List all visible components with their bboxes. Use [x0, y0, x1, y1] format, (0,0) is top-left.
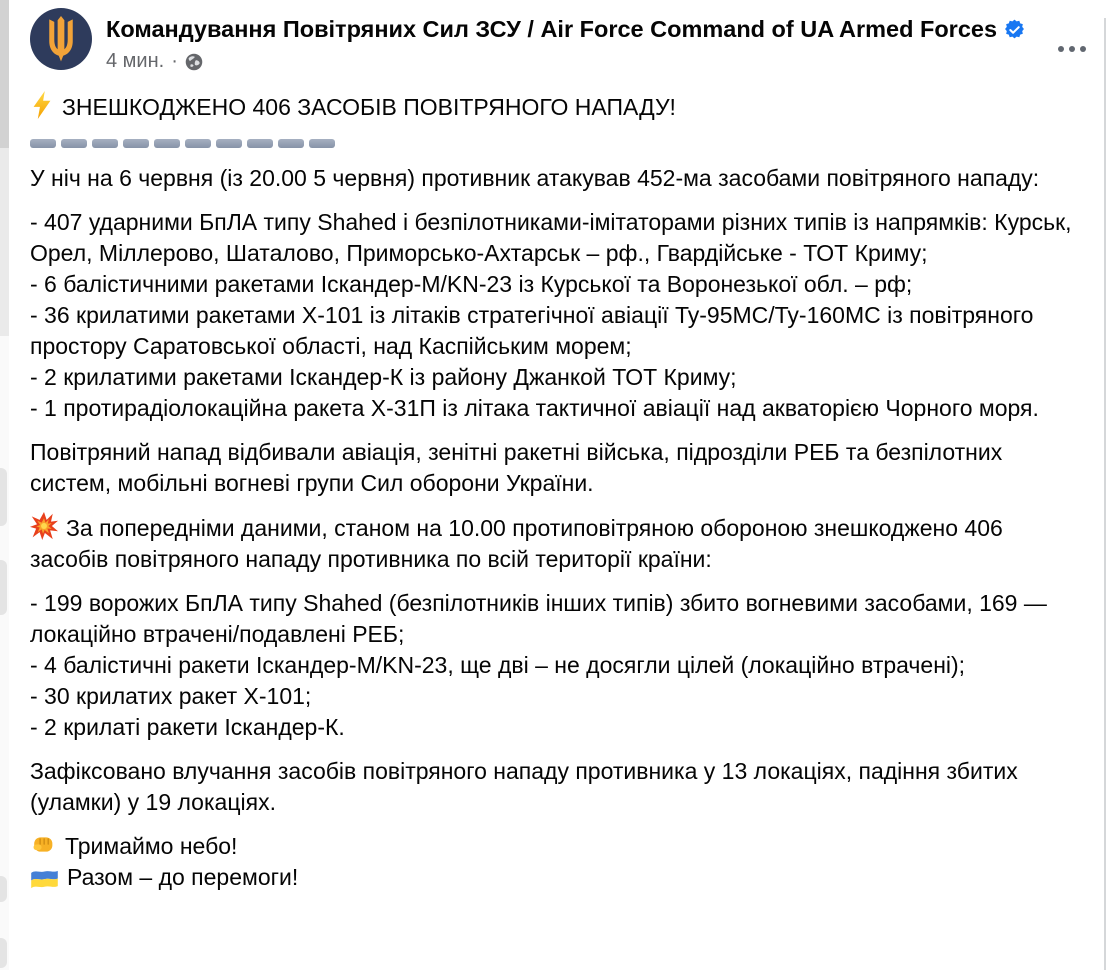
minus-dash-icon	[278, 139, 304, 148]
page-name-link[interactable]: Командування Повітряних Сил ЗСУ / Air Force Command of UA Armed Forces	[106, 16, 998, 42]
list-item: - 30 крилатих ракет Х-101;	[30, 683, 312, 709]
list-item: - 4 балістичні ракети Іскандер-М/KN-23, ще дві – не досягли цілей (локаційно втрачені);	[30, 652, 966, 678]
headline-text: ЗНЕШКОДЖЕНО 406 ЗАСОБІВ ПОВІТРЯНОГО НАПАДУ!	[62, 94, 676, 120]
lightning-icon	[30, 91, 54, 119]
list-item: - 199 ворожих БпЛА типу Shahed (безпілотників інших типів) збито вогневими засобами, 169 — локаційно втрачені/подавлені РЕБ;	[30, 590, 1047, 647]
minus-dash-icon	[216, 139, 242, 148]
window-border	[1104, 18, 1106, 970]
closing-text: Тримаймо небо!	[65, 833, 238, 859]
facebook-post	[30, 8, 1082, 893]
minus-dash-icon	[185, 139, 211, 148]
minus-dash-icon	[30, 139, 56, 148]
closing-text: Разом – до перемоги!	[67, 864, 299, 890]
post-content	[30, 91, 1082, 893]
closing-line	[30, 862, 1082, 893]
list-item: - 6 балістичними ракетами Іскандер-М/KN-23 із Курської та Воронезької обл. – рф;	[30, 271, 913, 297]
list-item: - 1 протирадіолокаційна ракета Х-31П із літака тактичної авіації над акваторією Чорного моря.	[30, 395, 1039, 421]
dot	[1058, 46, 1064, 52]
destroyed-list	[30, 588, 1082, 743]
page-avatar[interactable]	[30, 8, 92, 70]
dash-divider	[30, 136, 1082, 150]
meta-dot: ·	[171, 50, 178, 72]
left-edge-artifact	[0, 0, 9, 970]
collision-icon	[30, 512, 58, 540]
attack-list	[30, 207, 1082, 424]
timestamp-link[interactable]: 4 мин.	[106, 50, 165, 72]
closing-line	[30, 831, 1082, 862]
post-headline	[30, 91, 1082, 123]
header-text	[106, 8, 1025, 73]
ukraine-flag-icon	[30, 868, 59, 889]
dot	[1080, 46, 1086, 52]
raised-fist-icon	[30, 831, 57, 858]
trident-emblem-icon	[44, 16, 78, 63]
list-item: - 2 крилаті ракети Іскандер-К.	[30, 714, 345, 740]
closing-lines	[30, 831, 1082, 893]
globe-icon	[185, 53, 203, 71]
minus-dash-icon	[154, 139, 180, 148]
list-item: - 2 крилатими ракетами Іскандер-К із району Джанкой ТОТ Криму;	[30, 364, 737, 390]
summary-text: За попередніми даними, станом на 10.00 протиповітряною обороною знешкоджено 406 засобів повітряного нападу противника по всій території країни:	[30, 515, 1003, 572]
list-item: - 36 крилатими ракетами Х-101 із літаків стратегічної авіації Ту-95МС/Ту-160МС із повітряного простору Саратовської області, над Каспійським морем;	[30, 302, 1034, 359]
paragraph-summary	[30, 512, 1082, 575]
minus-dash-icon	[61, 139, 87, 148]
paragraph-impacts: Зафіксовано влучання засобів повітряного нападу противника у 13 локаціях, падіння збитих (уламки) у 19 локаціях.	[30, 758, 1018, 815]
minus-dash-icon	[309, 139, 335, 148]
paragraph-defense: Повітряний напад відбивали авіація, зенітні ракетні війська, підрозділи РЕБ та безпілотних систем, мобільні вогневі групи Сил оборони України.	[30, 439, 1003, 496]
minus-dash-icon	[123, 139, 149, 148]
list-item: - 407 ударними БпЛА типу Shahed і безпілотниками-імітаторами різних типів із напрямків: Курськ, Орел, Міллерово, Шаталово, Приморсько-Ахтарськ – рф., Гвардійське - ТОТ Криму;	[30, 209, 1072, 266]
post-meta	[106, 50, 1025, 73]
dot	[1069, 46, 1075, 52]
verified-badge-icon	[1004, 19, 1025, 40]
minus-dash-icon	[92, 139, 118, 148]
paragraph-intro: У ніч на 6 червня (із 20.00 5 червня) противник атакував 452-ма засобами повітряного нападу:	[30, 165, 1040, 191]
post-options-button[interactable]	[1050, 38, 1094, 60]
minus-dash-icon	[247, 139, 273, 148]
post-header	[30, 8, 1082, 73]
